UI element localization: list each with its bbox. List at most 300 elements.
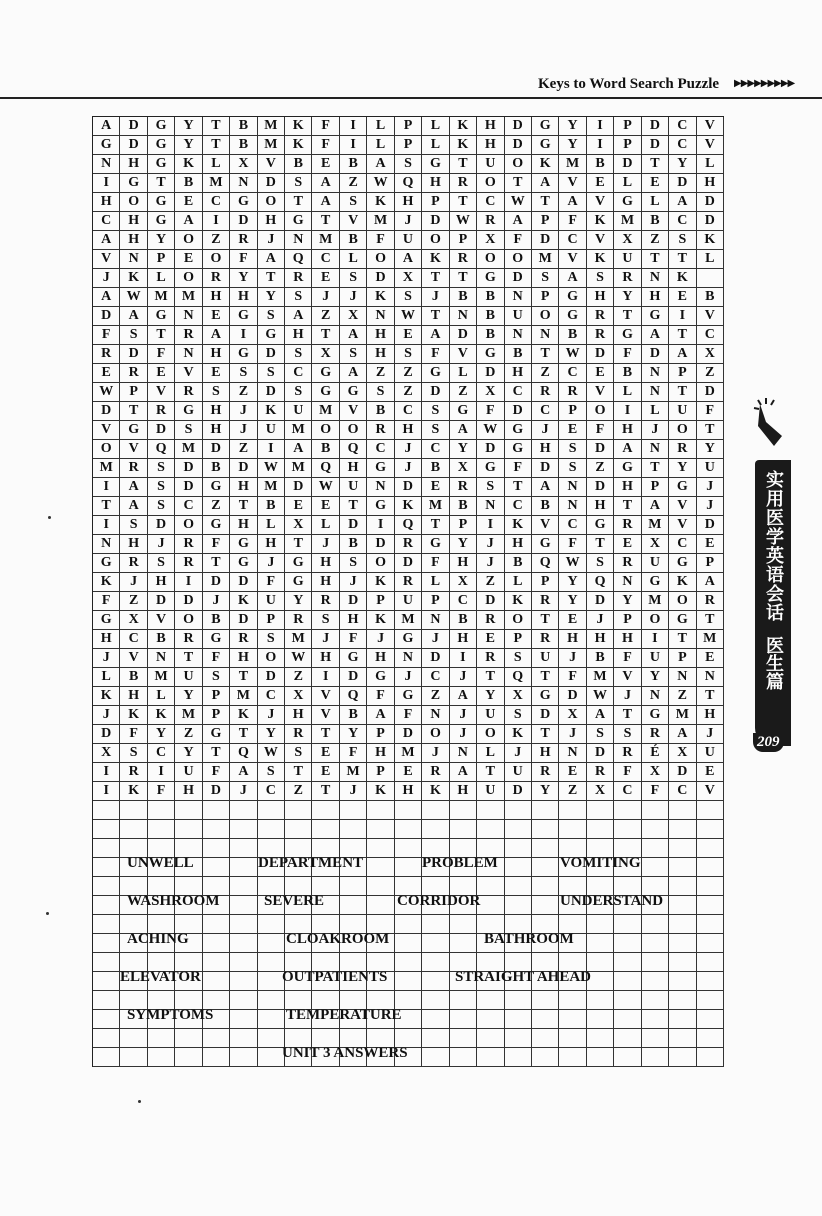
empty-cell xyxy=(93,896,120,915)
empty-cell xyxy=(93,915,120,934)
letter-cell: D xyxy=(669,174,696,193)
letter-cell: A xyxy=(203,326,230,345)
letter-cell: T xyxy=(669,630,696,649)
letter-cell: Z xyxy=(669,687,696,706)
letter-cell: S xyxy=(587,554,614,573)
empty-cell xyxy=(505,1010,532,1029)
letter-cell: G xyxy=(395,687,422,706)
letter-cell: W xyxy=(258,744,285,763)
letter-cell: B xyxy=(203,459,230,478)
letter-cell: G xyxy=(230,535,257,554)
letter-cell: N xyxy=(450,307,477,326)
letter-cell: V xyxy=(669,497,696,516)
letter-cell: N xyxy=(697,668,724,687)
letter-cell: G xyxy=(312,383,339,402)
empty-cell xyxy=(477,801,504,820)
letter-cell: H xyxy=(697,174,724,193)
letter-cell: A xyxy=(93,231,120,250)
empty-cell xyxy=(395,801,422,820)
letter-cell: B xyxy=(587,649,614,668)
letter-cell: U xyxy=(285,402,312,421)
letter-cell: A xyxy=(93,288,120,307)
empty-cell xyxy=(559,972,586,991)
letter-cell: I xyxy=(450,649,477,668)
letter-cell: K xyxy=(669,573,696,592)
letter-cell: T xyxy=(230,725,257,744)
letter-cell: J xyxy=(395,440,422,459)
letter-cell: F xyxy=(505,459,532,478)
letter-cell: T xyxy=(340,497,367,516)
letter-cell: R xyxy=(230,231,257,250)
letter-cell: J xyxy=(312,535,339,554)
letter-cell: C xyxy=(614,782,641,801)
letter-cell: D xyxy=(285,478,312,497)
letter-cell: H xyxy=(93,630,120,649)
letter-cell: L xyxy=(614,383,641,402)
letter-cell: X xyxy=(505,687,532,706)
letter-cell: A xyxy=(285,307,312,326)
letter-cell: Y xyxy=(175,687,202,706)
letter-cell: D xyxy=(203,573,230,592)
empty-cell xyxy=(175,991,202,1010)
letter-cell: A xyxy=(505,212,532,231)
letter-cell: F xyxy=(312,136,339,155)
letter-cell: U xyxy=(505,307,532,326)
empty-cell xyxy=(395,820,422,839)
letter-cell: H xyxy=(312,554,339,573)
letter-cell: D xyxy=(587,744,614,763)
letter-cell: G xyxy=(642,573,669,592)
letter-cell: Q xyxy=(395,174,422,193)
empty-cell xyxy=(367,991,394,1010)
letter-cell: X xyxy=(120,611,147,630)
empty-cell xyxy=(340,1010,367,1029)
letter-cell: R xyxy=(175,630,202,649)
letter-cell: S xyxy=(120,326,147,345)
empty-cell xyxy=(669,877,696,896)
empty-cell xyxy=(203,801,230,820)
letter-cell: U xyxy=(669,402,696,421)
empty-cell xyxy=(587,934,614,953)
empty-cell xyxy=(93,858,120,877)
letter-cell: H xyxy=(532,744,559,763)
empty-cell xyxy=(93,877,120,896)
letter-cell: X xyxy=(587,782,614,801)
empty-cell xyxy=(697,915,724,934)
letter-cell: D xyxy=(395,554,422,573)
letter-cell: X xyxy=(230,155,257,174)
empty-cell xyxy=(93,820,120,839)
letter-cell: J xyxy=(697,725,724,744)
empty-cell xyxy=(477,820,504,839)
letter-cell: B xyxy=(175,174,202,193)
empty-cell xyxy=(120,1029,147,1048)
letter-cell: R xyxy=(422,763,449,782)
empty-cell xyxy=(669,858,696,877)
empty-cell xyxy=(367,953,394,972)
letter-cell: E xyxy=(312,155,339,174)
letter-cell: Y xyxy=(175,117,202,136)
letter-cell: B xyxy=(477,326,504,345)
letter-cell: R xyxy=(285,725,312,744)
letter-cell: V xyxy=(697,136,724,155)
letter-cell: I xyxy=(312,668,339,687)
empty-cell xyxy=(559,991,586,1010)
empty-cell xyxy=(450,991,477,1010)
empty-cell xyxy=(505,839,532,858)
letter-cell: K xyxy=(285,117,312,136)
letter-cell: D xyxy=(697,193,724,212)
letter-cell: O xyxy=(120,193,147,212)
letter-cell: H xyxy=(230,478,257,497)
empty-cell xyxy=(697,972,724,991)
letter-cell: M xyxy=(285,459,312,478)
letter-cell: J xyxy=(477,535,504,554)
empty-cell xyxy=(532,858,559,877)
letter-cell: R xyxy=(532,630,559,649)
letter-cell: G xyxy=(614,459,641,478)
letter-cell: D xyxy=(93,402,120,421)
letter-cell: H xyxy=(477,136,504,155)
letter-cell: G xyxy=(93,136,120,155)
letter-cell: C xyxy=(120,630,147,649)
letter-cell: D xyxy=(258,383,285,402)
empty-cell xyxy=(120,991,147,1010)
answer-word: OUTPATIENTS xyxy=(282,969,388,985)
letter-cell: L xyxy=(203,155,230,174)
letter-cell: M xyxy=(669,706,696,725)
letter-cell: M xyxy=(340,763,367,782)
letter-cell: T xyxy=(120,402,147,421)
empty-cell xyxy=(312,934,339,953)
letter-cell: Q xyxy=(587,573,614,592)
empty-cell xyxy=(230,858,257,877)
empty-cell xyxy=(505,801,532,820)
letter-cell: Z xyxy=(230,440,257,459)
letter-cell: F xyxy=(312,117,339,136)
empty-cell xyxy=(230,896,257,915)
letter-cell: D xyxy=(340,516,367,535)
letter-cell: L xyxy=(340,250,367,269)
letter-cell: Z xyxy=(367,364,394,383)
empty-cell xyxy=(477,1029,504,1048)
empty-cell xyxy=(285,801,312,820)
empty-cell xyxy=(614,820,641,839)
letter-cell: X xyxy=(642,763,669,782)
answer-word: WASHROOM xyxy=(127,893,220,909)
letter-cell: D xyxy=(505,782,532,801)
empty-cell xyxy=(367,877,394,896)
letter-cell: D xyxy=(505,136,532,155)
letter-cell: D xyxy=(367,535,394,554)
letter-cell: S xyxy=(340,193,367,212)
letter-cell: Q xyxy=(285,250,312,269)
letter-cell: H xyxy=(93,193,120,212)
letter-cell: S xyxy=(148,459,175,478)
letter-cell: H xyxy=(312,573,339,592)
letter-cell: D xyxy=(642,117,669,136)
letter-cell: N xyxy=(285,231,312,250)
empty-cell xyxy=(614,915,641,934)
empty-cell xyxy=(450,1048,477,1067)
empty-cell xyxy=(697,934,724,953)
letter-cell: L xyxy=(148,687,175,706)
letter-cell: X xyxy=(642,535,669,554)
empty-cell xyxy=(203,1010,230,1029)
empty-cell xyxy=(669,1010,696,1029)
letter-cell: C xyxy=(395,402,422,421)
letter-cell: K xyxy=(93,687,120,706)
letter-cell: C xyxy=(203,193,230,212)
letter-cell: V xyxy=(614,668,641,687)
letter-cell: K xyxy=(285,136,312,155)
empty-cell xyxy=(230,820,257,839)
empty-cell xyxy=(258,934,285,953)
empty-cell xyxy=(285,896,312,915)
letter-cell: K xyxy=(697,231,724,250)
letter-cell: T xyxy=(642,155,669,174)
letter-cell: P xyxy=(614,611,641,630)
empty-cell xyxy=(477,877,504,896)
letter-cell: G xyxy=(285,212,312,231)
empty-cell xyxy=(422,820,449,839)
empty-cell xyxy=(175,934,202,953)
empty-cell xyxy=(559,839,586,858)
letter-cell: E xyxy=(614,535,641,554)
empty-cell xyxy=(285,1010,312,1029)
letter-cell: K xyxy=(367,288,394,307)
letter-cell: G xyxy=(312,364,339,383)
empty-cell xyxy=(505,858,532,877)
letter-cell: K xyxy=(505,592,532,611)
letter-cell: Z xyxy=(697,364,724,383)
empty-cell xyxy=(450,839,477,858)
letter-cell: A xyxy=(175,212,202,231)
letter-cell: H xyxy=(312,649,339,668)
empty-cell xyxy=(450,877,477,896)
letter-cell: B xyxy=(120,668,147,687)
letter-cell: B xyxy=(422,459,449,478)
empty-cell xyxy=(285,972,312,991)
letter-cell: C xyxy=(477,193,504,212)
empty-cell xyxy=(312,972,339,991)
letter-cell: G xyxy=(532,687,559,706)
letter-cell: D xyxy=(203,782,230,801)
letter-cell: Y xyxy=(175,136,202,155)
empty-cell xyxy=(532,1029,559,1048)
empty-cell xyxy=(258,1029,285,1048)
empty-cell xyxy=(340,801,367,820)
letter-cell: H xyxy=(230,288,257,307)
letter-cell: T xyxy=(203,117,230,136)
letter-cell: I xyxy=(93,516,120,535)
letter-cell: D xyxy=(697,516,724,535)
letter-cell: K xyxy=(422,782,449,801)
letter-cell: Y xyxy=(614,288,641,307)
letter-cell: H xyxy=(367,744,394,763)
letter-cell: T xyxy=(148,326,175,345)
letter-cell: M xyxy=(148,288,175,307)
letter-cell: S xyxy=(258,630,285,649)
letter-cell: K xyxy=(587,212,614,231)
letter-cell: I xyxy=(367,516,394,535)
letter-cell: A xyxy=(642,326,669,345)
letter-cell: G xyxy=(367,459,394,478)
letter-cell: J xyxy=(395,459,422,478)
letter-cell: H xyxy=(587,288,614,307)
letter-cell: G xyxy=(367,668,394,687)
letter-cell: O xyxy=(422,231,449,250)
letter-cell: M xyxy=(203,174,230,193)
letter-cell: H xyxy=(203,345,230,364)
letter-cell: C xyxy=(505,383,532,402)
letter-cell: H xyxy=(450,630,477,649)
letter-cell: D xyxy=(614,155,641,174)
letter-cell: U xyxy=(477,155,504,174)
lamp-icon xyxy=(752,396,796,463)
empty-cell xyxy=(669,934,696,953)
letter-cell: B xyxy=(450,611,477,630)
empty-cell xyxy=(559,1048,586,1067)
empty-cell xyxy=(312,801,339,820)
letter-cell: U xyxy=(477,782,504,801)
letter-cell: T xyxy=(505,174,532,193)
letter-cell: R xyxy=(230,630,257,649)
letter-cell: D xyxy=(120,117,147,136)
letter-cell: J xyxy=(450,706,477,725)
letter-cell: V xyxy=(587,231,614,250)
letter-cell: G xyxy=(203,478,230,497)
letter-cell: C xyxy=(285,364,312,383)
empty-cell xyxy=(532,991,559,1010)
empty-cell xyxy=(203,915,230,934)
empty-cell xyxy=(642,801,669,820)
letter-cell: T xyxy=(642,459,669,478)
empty-cell xyxy=(148,896,175,915)
letter-cell: A xyxy=(669,193,696,212)
letter-cell: D xyxy=(148,592,175,611)
empty-cell xyxy=(614,1048,641,1067)
empty-cell xyxy=(559,1029,586,1048)
empty-cell xyxy=(587,1029,614,1048)
letter-cell: P xyxy=(532,288,559,307)
letter-cell: P xyxy=(697,554,724,573)
letter-cell: O xyxy=(505,611,532,630)
answer-word: SYMPTOMS xyxy=(127,1007,214,1023)
empty-cell xyxy=(175,1010,202,1029)
letter-cell: F xyxy=(203,535,230,554)
letter-cell: F xyxy=(642,782,669,801)
letter-cell: Q xyxy=(340,440,367,459)
letter-cell: I xyxy=(148,763,175,782)
empty-cell xyxy=(93,953,120,972)
empty-cell xyxy=(422,1029,449,1048)
letter-cell: M xyxy=(367,212,394,231)
letter-cell: G xyxy=(669,478,696,497)
letter-cell: Y xyxy=(175,744,202,763)
letter-cell: D xyxy=(587,345,614,364)
letter-cell: D xyxy=(422,212,449,231)
letter-cell: O xyxy=(587,402,614,421)
letter-cell: S xyxy=(258,307,285,326)
empty-cell xyxy=(477,896,504,915)
letter-cell: B xyxy=(587,155,614,174)
empty-cell xyxy=(669,972,696,991)
letter-cell: D xyxy=(258,174,285,193)
letter-cell: F xyxy=(203,649,230,668)
letter-cell: T xyxy=(669,383,696,402)
letter-cell: G xyxy=(477,269,504,288)
empty-cell xyxy=(93,1010,120,1029)
speck-mark xyxy=(48,516,51,519)
letter-cell: Z xyxy=(422,687,449,706)
letter-cell: R xyxy=(614,516,641,535)
letter-cell: J xyxy=(422,630,449,649)
empty-cell xyxy=(642,934,669,953)
empty-cell xyxy=(669,820,696,839)
letter-cell: D xyxy=(587,478,614,497)
empty-cell xyxy=(559,820,586,839)
letter-cell: K xyxy=(230,706,257,725)
letter-cell: V xyxy=(258,155,285,174)
letter-cell: T xyxy=(285,193,312,212)
letter-cell: Z xyxy=(642,231,669,250)
letter-cell: E xyxy=(422,478,449,497)
empty-cell xyxy=(532,839,559,858)
empty-cell xyxy=(340,1048,367,1067)
letter-cell: D xyxy=(120,136,147,155)
letter-cell: H xyxy=(203,421,230,440)
letter-cell: E xyxy=(312,763,339,782)
letter-cell: R xyxy=(175,535,202,554)
letter-cell: B xyxy=(230,117,257,136)
letter-cell: D xyxy=(395,478,422,497)
empty-cell xyxy=(614,934,641,953)
letter-cell: J xyxy=(367,630,394,649)
empty-cell xyxy=(614,877,641,896)
empty-cell xyxy=(285,839,312,858)
letter-cell: P xyxy=(120,383,147,402)
letter-cell: O xyxy=(477,250,504,269)
empty-cell xyxy=(285,934,312,953)
empty-cell xyxy=(340,915,367,934)
letter-cell: Z xyxy=(477,573,504,592)
letter-cell: I xyxy=(587,117,614,136)
empty-cell xyxy=(230,877,257,896)
letter-cell: T xyxy=(312,782,339,801)
empty-cell xyxy=(148,991,175,1010)
letter-cell: N xyxy=(559,497,586,516)
empty-cell xyxy=(587,801,614,820)
letter-cell: U xyxy=(258,421,285,440)
letter-cell: B xyxy=(559,326,586,345)
letter-cell: K xyxy=(505,516,532,535)
letter-cell: G xyxy=(642,307,669,326)
letter-cell: A xyxy=(450,687,477,706)
letter-cell: Q xyxy=(148,440,175,459)
empty-cell xyxy=(532,934,559,953)
letter-cell: U xyxy=(642,649,669,668)
letter-cell: G xyxy=(203,725,230,744)
empty-cell xyxy=(367,839,394,858)
empty-cell xyxy=(340,991,367,1010)
empty-cell xyxy=(148,801,175,820)
letter-cell: A xyxy=(367,706,394,725)
letter-cell: D xyxy=(395,725,422,744)
empty-cell xyxy=(477,1010,504,1029)
empty-cell xyxy=(367,820,394,839)
letter-cell: I xyxy=(340,136,367,155)
